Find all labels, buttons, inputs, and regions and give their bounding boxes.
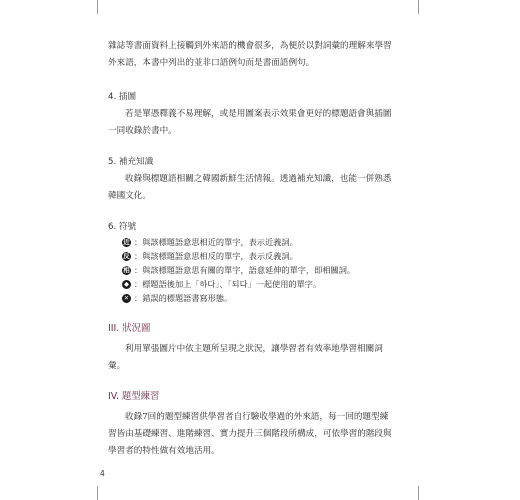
section-heading-illustration: 4. 插圖 [108,92,137,102]
text-line: 彙。 [108,361,126,371]
intro-paragraph [108,38,408,72]
text-line: 外來語，本書中列出的並非口語例句而是書面語例句。 [108,58,315,68]
section-heading-situation-illustration: III. 狀況圖 [108,323,151,334]
crop-mark [97,0,98,14]
text-line: 利用單張圖片中依主題所呈現之狀況，讓學習者有效率地學習相關詞 [125,344,383,354]
list-item [108,291,408,305]
wrong-form-icon: ✕ [123,293,130,302]
page-content [108,38,408,460]
related-word-icon: 相 [123,265,130,274]
text-line: 學習者的特性做有效地活用。 [108,446,220,456]
text-line: 收錄與標題語相關之韓國新鮮生活情報。透過補充知識，也能一併熟悉 [125,174,392,184]
illustration-paragraph [108,106,408,140]
section-heading-supplementary: 5. 補充知識 [108,157,154,167]
list-item [108,249,408,263]
text-line: 若是單憑釋義不易理解，或是用圖案表示效果會更好的標題語會與插圖 [125,109,392,119]
list-item [108,277,408,291]
text-line: 收錄7回的題型練習供學習者自行驗收學過的外來語，每一回的題型練 [125,412,389,422]
text-line: 雜誌等書面資料上接觸到外來語的機會很多，為便於以對詞彙的理解來學習 [108,41,392,51]
symbol-description: ：與該標題語意思有關的單字，語意延伸的單字，即相關詞。 [134,264,356,275]
text-line: 習皆由基礎練習、進階練習、實力提升三個階段所構成，可依學習的階段與 [108,429,392,439]
section-heading-symbols: 6. 符號 [108,222,137,232]
section-heading-practice-exercises: IV. 題型練習 [108,391,160,402]
text-line: 一同收錄於書中。 [108,126,177,136]
symbol-description: ：與該標題語意思相反的單字，表示反義詞。 [134,250,298,261]
list-item [108,235,408,249]
supplementary-paragraph [108,171,408,205]
crop-mark [97,486,98,500]
symbol-description: ：與該標題語意思相近的單字，表示近義詞。 [134,236,298,247]
crop-mark [418,486,419,500]
symbols-list [108,235,408,305]
page-number: 4 [100,469,105,478]
symbol-description: ：標題語後加上「하다」、「되다」一起使用的單字。 [134,278,322,289]
derived-verb-icon: ◆ [124,279,129,288]
text-line: 韓國文化。 [108,191,151,201]
antonym-icon: 反 [123,251,130,260]
symbol-description: ：錯誤的標題語書寫形態。 [134,292,233,303]
crop-mark [418,0,419,14]
situation-paragraph [108,341,408,375]
list-item [108,263,408,277]
synonym-icon: 近 [123,237,130,246]
practice-paragraph [108,409,408,460]
